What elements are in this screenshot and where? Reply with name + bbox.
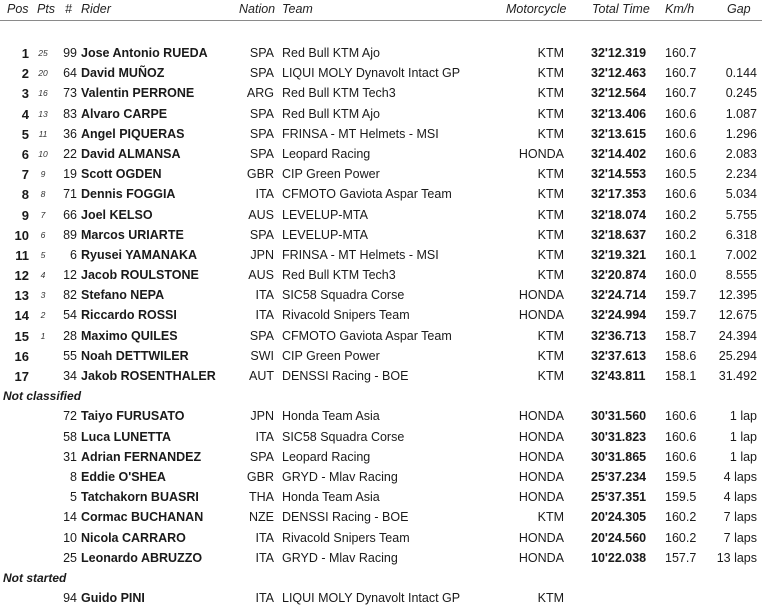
- cell-pos: 11: [15, 247, 29, 263]
- cell-points: 20: [38, 68, 48, 79]
- cell-motorcycle: KTM: [537, 328, 564, 343]
- table-row[interactable]: [0, 84, 762, 104]
- table-row[interactable]: [0, 306, 762, 326]
- cell-pos: 8: [21, 187, 29, 203]
- cell-total-time: 20'24.305: [591, 510, 647, 525]
- cell-gap: 12.395: [718, 288, 757, 303]
- cell-points: 1: [40, 330, 46, 341]
- cell-number: 8: [70, 469, 77, 484]
- cell-team[interactable]: FRINSA - MT Helmets - MSI: [282, 126, 439, 141]
- cell-points: 5: [40, 249, 46, 260]
- cell-rider[interactable]: Valentin PERRONE: [81, 86, 195, 101]
- cell-total-time: 32'24.994: [591, 308, 647, 323]
- header-kmh[interactable]: Km/h: [665, 2, 695, 16]
- table-row[interactable]: [0, 206, 762, 226]
- table-row[interactable]: [0, 327, 762, 347]
- cell-team[interactable]: SIC58 Squadra Corse: [282, 429, 405, 444]
- cell-team[interactable]: GRYD - Mlav Racing: [282, 469, 398, 484]
- cell-points: 4: [40, 270, 46, 281]
- cell-number: 34: [63, 369, 77, 383]
- cell-team[interactable]: Honda Team Asia: [282, 409, 380, 424]
- cell-nation: ITA: [255, 288, 274, 303]
- cell-gap: 7 laps: [723, 530, 757, 545]
- cell-pos: 6: [21, 146, 29, 162]
- cell-total-time: 32'12.463: [591, 66, 647, 81]
- table-row[interactable]: [0, 246, 762, 266]
- cell-team[interactable]: Red Bull KTM Ajo: [282, 106, 380, 121]
- cell-motorcycle: HONDA: [518, 146, 564, 161]
- cell-team[interactable]: Rivacold Snipers Team: [282, 530, 410, 545]
- cell-gap: 7 laps: [723, 510, 757, 525]
- cell-motorcycle: KTM: [537, 510, 564, 525]
- cell-motorcycle: KTM: [537, 86, 564, 101]
- cell-number: 22: [63, 146, 77, 161]
- cell-total-time: 32'19.321: [591, 247, 647, 262]
- cell-gap: 2.083: [725, 146, 757, 161]
- cell-gap: 7.002: [725, 247, 757, 262]
- cell-points: 7: [40, 209, 46, 220]
- cell-total-time: 32'14.402: [591, 146, 647, 161]
- cell-pos: 7: [21, 167, 29, 183]
- cell-team[interactable]: CIP Green Power: [282, 348, 380, 363]
- cell-nation: AUS: [248, 207, 274, 222]
- cell-number: 28: [63, 328, 77, 343]
- cell-gap: 2.234: [725, 167, 757, 182]
- cell-number: 54: [63, 308, 77, 323]
- cell-total-time: 32'12.319: [591, 46, 647, 60]
- cell-total-time: 32'36.713: [591, 328, 647, 343]
- cell-kmh: 159.5: [665, 490, 697, 505]
- cell-kmh: 160.7: [665, 46, 697, 60]
- cell-gap: 4 laps: [723, 490, 757, 505]
- cell-rider[interactable]: Riccardo ROSSI: [81, 308, 177, 323]
- cell-gap: 4 laps: [723, 469, 757, 484]
- table-row[interactable]: [0, 367, 762, 387]
- cell-rider[interactable]: Tatchakorn BUASRI: [81, 490, 199, 505]
- cell-total-time: 32'20.874: [591, 268, 647, 283]
- cell-gap: 8.555: [725, 268, 757, 283]
- cell-gap: 1.087: [725, 106, 757, 121]
- table-row[interactable]: [0, 529, 762, 549]
- cell-kmh: 160.5: [665, 167, 697, 182]
- cell-team[interactable]: CIP Green Power: [282, 167, 380, 182]
- cell-gap: 6.318: [725, 227, 757, 242]
- cell-points: 25: [38, 48, 48, 58]
- cell-rider[interactable]: Joel KELSO: [81, 207, 153, 222]
- table-row[interactable]: [0, 266, 762, 286]
- cell-gap: 25.294: [718, 348, 757, 363]
- cell-pos: 16: [14, 348, 29, 364]
- cell-team[interactable]: Rivacold Snipers Team: [282, 308, 410, 323]
- cell-rider[interactable]: Luca LUNETTA: [81, 429, 172, 444]
- cell-pos: 4: [21, 106, 29, 122]
- cell-kmh: 160.1: [665, 247, 697, 262]
- cell-rider[interactable]: Maximo QUILES: [81, 328, 178, 343]
- cell-kmh: 157.7: [665, 550, 697, 565]
- cell-rider[interactable]: Leonardo ABRUZZO: [81, 550, 203, 565]
- cell-kmh: 158.7: [665, 328, 697, 343]
- cell-kmh: 160.7: [665, 86, 697, 101]
- results-table-header: [0, 0, 762, 20]
- table-row[interactable]: [0, 347, 762, 367]
- cell-nation: ITA: [255, 550, 274, 565]
- cell-gap: 1.296: [725, 126, 757, 141]
- cell-rider[interactable]: Ryusei YAMANAKA: [81, 247, 198, 262]
- cell-nation: SWI: [250, 348, 274, 363]
- cell-number: 73: [63, 86, 77, 101]
- cell-rider[interactable]: Jakob ROSENTHALER: [81, 369, 216, 383]
- cell-rider[interactable]: Adrian FERNANDEZ: [81, 449, 202, 464]
- cell-rider[interactable]: Dennis FOGGIA: [81, 187, 176, 202]
- cell-rider[interactable]: Noah DETTWILER: [81, 348, 189, 363]
- cell-number: 72: [63, 409, 77, 424]
- cell-rider[interactable]: Alvaro CARPE: [81, 106, 168, 121]
- cell-rider[interactable]: Guido PINI: [81, 591, 145, 606]
- cell-total-time: 32'18.637: [591, 227, 647, 242]
- cell-kmh: 160.2: [665, 207, 697, 222]
- cell-nation: GBR: [246, 167, 274, 182]
- cell-kmh: 159.7: [665, 308, 697, 323]
- cell-motorcycle: HONDA: [518, 490, 564, 505]
- cell-team[interactable]: Red Bull KTM Tech3: [282, 86, 396, 101]
- cell-gap: 13 laps: [716, 550, 757, 565]
- cell-motorcycle: KTM: [537, 268, 564, 283]
- cell-nation: NZE: [249, 510, 274, 525]
- cell-rider[interactable]: David ALMANSA: [81, 146, 181, 161]
- cell-pos: 5: [21, 126, 29, 142]
- table-row[interactable]: [0, 226, 762, 246]
- cell-gap: 12.675: [718, 308, 757, 323]
- cell-number: 64: [63, 66, 77, 81]
- cell-number: 94: [63, 591, 77, 606]
- cell-nation: ITA: [255, 429, 274, 444]
- cell-nation: SPA: [249, 126, 274, 141]
- cell-motorcycle: HONDA: [518, 550, 564, 565]
- cell-motorcycle: KTM: [537, 369, 564, 383]
- cell-number: 25: [63, 550, 77, 565]
- cell-team[interactable]: CFMOTO Gaviota Aspar Team: [282, 187, 452, 202]
- cell-number: 14: [63, 510, 77, 525]
- cell-number: 71: [63, 187, 77, 202]
- section-not-classified: [0, 387, 762, 407]
- cell-total-time: 32'13.406: [591, 106, 647, 121]
- cell-motorcycle: KTM: [537, 247, 564, 262]
- cell-pos: 14: [14, 308, 29, 324]
- cell-nation: AUS: [248, 268, 274, 283]
- cell-nation: SPA: [249, 66, 274, 81]
- cell-total-time: 20'24.560: [591, 530, 647, 545]
- cell-nation: SPA: [249, 106, 274, 121]
- cell-pos: 13: [14, 288, 29, 304]
- cell-rider[interactable]: Scott OGDEN: [81, 167, 162, 182]
- header-gap[interactable]: Gap: [727, 2, 751, 16]
- cell-pos: 15: [14, 328, 29, 344]
- cell-kmh: 160.6: [665, 187, 697, 202]
- cell-motorcycle: KTM: [537, 207, 564, 222]
- not-classified-group: [0, 407, 762, 569]
- cell-total-time: 32'12.564: [591, 86, 647, 101]
- table-row[interactable]: [0, 185, 762, 205]
- cell-gap: 24.394: [718, 328, 757, 343]
- classified-group: [0, 44, 762, 387]
- section-label: Not started: [3, 570, 67, 585]
- cell-pos: 12: [14, 268, 29, 284]
- table-row[interactable]: [0, 286, 762, 306]
- cell-pos: 17: [14, 369, 29, 384]
- cell-gap: 1 lap: [729, 429, 757, 444]
- cell-points: 3: [40, 290, 46, 301]
- cell-kmh: 160.6: [665, 146, 697, 161]
- cell-kmh: 158.1: [665, 369, 697, 383]
- cell-points: 6: [40, 229, 46, 240]
- cell-gap: 0.144: [725, 66, 757, 81]
- cell-team[interactable]: LEVELUP-MTA: [282, 207, 368, 222]
- cell-pos: 2: [21, 66, 29, 82]
- header-nation[interactable]: Nation: [239, 2, 276, 16]
- cell-motorcycle: KTM: [537, 187, 564, 202]
- cell-team[interactable]: GRYD - Mlav Racing: [282, 550, 398, 565]
- cell-total-time: 32'13.615: [591, 126, 647, 141]
- cell-motorcycle: KTM: [537, 66, 564, 81]
- cell-nation: ITA: [255, 308, 274, 323]
- cell-total-time: 32'17.353: [591, 187, 647, 202]
- cell-team[interactable]: CFMOTO Gaviota Aspar Team: [282, 328, 452, 343]
- cell-rider[interactable]: Cormac BUCHANAN: [81, 510, 204, 525]
- cell-kmh: 160.6: [665, 409, 697, 424]
- cell-motorcycle: KTM: [537, 348, 564, 363]
- table-row[interactable]: [0, 448, 762, 468]
- cell-team[interactable]: DENSSI Racing - BOE: [282, 369, 409, 383]
- cell-motorcycle: HONDA: [518, 530, 564, 545]
- table-row[interactable]: [0, 145, 762, 165]
- cell-gap: 1 lap: [729, 449, 757, 464]
- cell-motorcycle: HONDA: [518, 449, 564, 464]
- cell-number: 58: [63, 429, 77, 444]
- cell-total-time: 32'43.811: [591, 369, 646, 383]
- cell-rider[interactable]: Marcos URIARTE: [81, 227, 184, 242]
- cell-points: 13: [38, 108, 48, 119]
- cell-kmh: 158.6: [665, 348, 697, 363]
- cell-rider[interactable]: Stefano NEPA: [81, 288, 165, 303]
- cell-motorcycle: KTM: [537, 106, 564, 121]
- cell-number: 82: [63, 288, 77, 303]
- cell-nation: SPA: [249, 46, 274, 60]
- cell-nation: GBR: [246, 469, 274, 484]
- cell-team[interactable]: SIC58 Squadra Corse: [282, 288, 405, 303]
- cell-pos: 9: [21, 207, 29, 223]
- cell-motorcycle: HONDA: [518, 409, 564, 424]
- cell-gap: 31.492: [718, 369, 757, 383]
- cell-pos: 1: [21, 46, 29, 61]
- cell-team[interactable]: LIQUI MOLY Dynavolt Intact GP: [282, 591, 461, 606]
- cell-kmh: 159.7: [665, 288, 697, 303]
- cell-number: 89: [63, 227, 77, 242]
- header-number[interactable]: #: [65, 2, 72, 16]
- header-team[interactable]: Team: [282, 2, 313, 16]
- not-started-group: [0, 589, 762, 609]
- cell-kmh: 160.7: [665, 66, 697, 81]
- cell-motorcycle: HONDA: [518, 429, 564, 444]
- cell-number: 6: [70, 247, 77, 262]
- cell-gap: 5.755: [725, 207, 757, 222]
- cell-nation: SPA: [249, 449, 274, 464]
- cell-kmh: 160.6: [665, 449, 697, 464]
- cell-number: 83: [63, 106, 77, 121]
- cell-pos: 10: [14, 227, 29, 243]
- table-row[interactable]: [0, 44, 762, 64]
- cell-motorcycle: KTM: [537, 46, 564, 60]
- cell-total-time: 30'31.823: [591, 429, 647, 444]
- cell-total-time: 25'37.234: [591, 469, 647, 484]
- header-pts[interactable]: Pts: [37, 2, 56, 16]
- cell-nation: ITA: [255, 591, 274, 606]
- table-row[interactable]: [0, 428, 762, 448]
- cell-points: 10: [38, 148, 48, 159]
- cell-nation: JPN: [250, 409, 274, 424]
- cell-pos: 3: [21, 86, 29, 102]
- cell-rider[interactable]: Angel PIQUERAS: [81, 126, 185, 141]
- cell-team[interactable]: Red Bull KTM Ajo: [282, 46, 380, 60]
- cell-total-time: 10'22.038: [591, 550, 647, 565]
- cell-points: 11: [38, 128, 48, 139]
- cell-motorcycle: HONDA: [518, 288, 564, 303]
- cell-number: 66: [63, 207, 77, 222]
- cell-number: 31: [63, 449, 77, 464]
- cell-nation: AUT: [249, 369, 274, 383]
- cell-nation: ITA: [255, 187, 274, 202]
- header-divider: [0, 20, 762, 21]
- cell-motorcycle: KTM: [537, 126, 564, 141]
- cell-kmh: 160.6: [665, 106, 697, 121]
- cell-kmh: 160.6: [665, 429, 697, 444]
- cell-motorcycle: HONDA: [518, 308, 564, 323]
- cell-rider[interactable]: Jacob ROULSTONE: [81, 268, 199, 283]
- cell-motorcycle: KTM: [537, 591, 564, 606]
- cell-total-time: 32'18.074: [591, 207, 647, 222]
- header-rider[interactable]: Rider: [81, 2, 111, 16]
- cell-points: 8: [40, 189, 46, 200]
- cell-rider[interactable]: Jose Antonio RUEDA: [81, 46, 208, 60]
- cell-points: 2: [40, 310, 46, 321]
- cell-team[interactable]: Red Bull KTM Tech3: [282, 268, 396, 283]
- cell-total-time: 32'37.613: [591, 348, 647, 363]
- cell-nation: JPN: [250, 247, 274, 262]
- cell-number: 19: [63, 167, 77, 182]
- cell-team[interactable]: FRINSA - MT Helmets - MSI: [282, 247, 439, 262]
- cell-kmh: 160.2: [665, 227, 697, 242]
- table-row[interactable]: [0, 468, 762, 488]
- cell-kmh: 160.2: [665, 530, 697, 545]
- cell-team[interactable]: LEVELUP-MTA: [282, 227, 368, 242]
- cell-motorcycle: KTM: [537, 167, 564, 182]
- table-row[interactable]: [0, 165, 762, 185]
- cell-total-time: 25'37.351: [591, 490, 647, 505]
- table-row[interactable]: [0, 64, 762, 84]
- cell-total-time: 32'14.553: [591, 167, 647, 182]
- cell-nation: SPA: [249, 227, 274, 242]
- table-row[interactable]: [0, 407, 762, 427]
- cell-team[interactable]: DENSSI Racing - BOE: [282, 510, 409, 525]
- cell-kmh: 160.6: [665, 126, 697, 141]
- cell-kmh: 159.5: [665, 469, 697, 484]
- cell-number: 55: [63, 348, 77, 363]
- cell-nation: THA: [249, 490, 274, 505]
- cell-points: 9: [40, 169, 46, 180]
- cell-team[interactable]: LIQUI MOLY Dynavolt Intact GP: [282, 66, 461, 81]
- cell-rider[interactable]: Eddie O'SHEA: [81, 469, 166, 484]
- table-row[interactable]: [0, 125, 762, 145]
- cell-gap: 5.034: [725, 187, 757, 202]
- header-motorcycle[interactable]: Motorcycle: [506, 2, 567, 16]
- cell-team[interactable]: Leopard Racing: [282, 449, 371, 464]
- cell-nation: SPA: [249, 328, 274, 343]
- cell-kmh: 160.0: [665, 268, 697, 283]
- cell-total-time: 32'24.714: [591, 288, 647, 303]
- cell-gap: 1 lap: [729, 409, 757, 424]
- cell-nation: ITA: [255, 530, 274, 545]
- header-total-time[interactable]: Total Time: [592, 2, 650, 16]
- cell-rider[interactable]: Taiyo FURUSATO: [81, 409, 185, 424]
- cell-nation: SPA: [249, 146, 274, 161]
- cell-number: 5: [70, 490, 77, 505]
- cell-team[interactable]: Leopard Racing: [282, 146, 371, 161]
- cell-rider[interactable]: Nicola CARRARO: [81, 530, 186, 545]
- section-label: Not classified: [3, 389, 82, 404]
- table-row[interactable]: [0, 549, 762, 569]
- cell-number: 99: [63, 46, 77, 60]
- cell-points: 16: [38, 88, 48, 99]
- section-not-started: [0, 569, 762, 589]
- cell-motorcycle: HONDA: [518, 469, 564, 484]
- header-pos[interactable]: Pos: [7, 2, 29, 16]
- cell-gap: 0.245: [725, 86, 757, 101]
- cell-number: 12: [63, 268, 77, 283]
- cell-number: 10: [63, 530, 77, 545]
- results-table-body: [0, 44, 762, 609]
- cell-number: 36: [63, 126, 77, 141]
- table-row[interactable]: [0, 105, 762, 125]
- table-row[interactable]: [0, 488, 762, 508]
- cell-total-time: 30'31.560: [591, 409, 647, 424]
- table-row[interactable]: [0, 589, 762, 609]
- table-row[interactable]: [0, 508, 762, 528]
- cell-motorcycle: KTM: [537, 227, 564, 242]
- cell-total-time: 30'31.865: [591, 449, 647, 464]
- cell-kmh: 160.2: [665, 510, 697, 525]
- cell-nation: ARG: [246, 86, 274, 101]
- cell-team[interactable]: Honda Team Asia: [282, 490, 380, 505]
- cell-rider[interactable]: David MUÑOZ: [81, 66, 165, 81]
